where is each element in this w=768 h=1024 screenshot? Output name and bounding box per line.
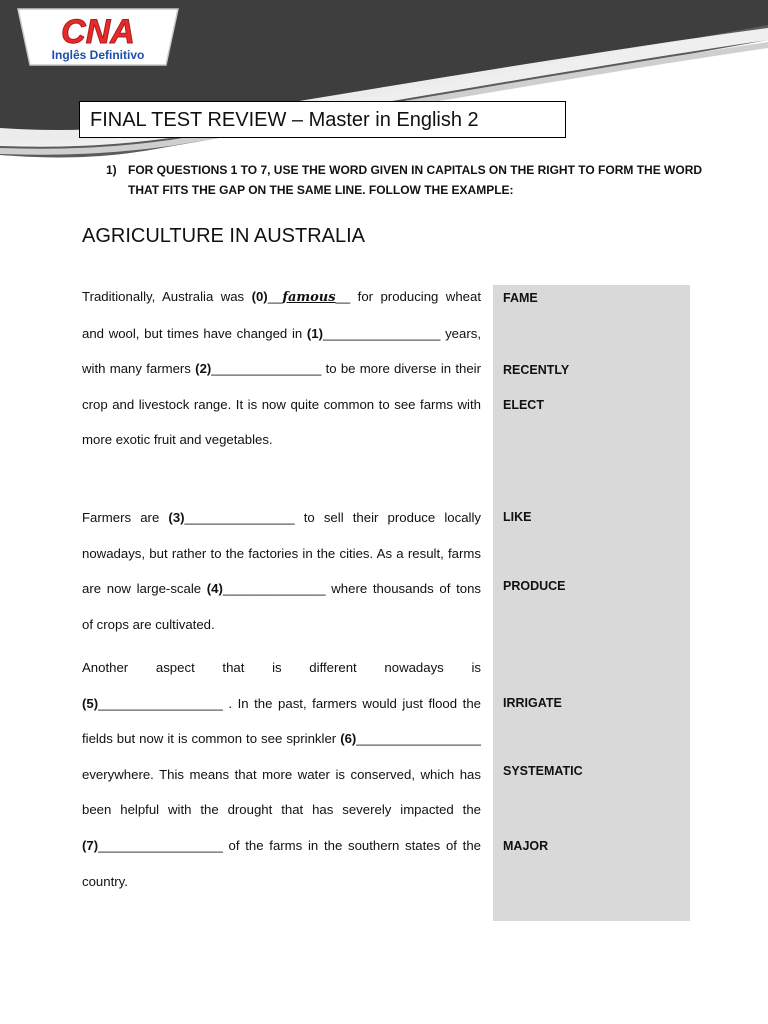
p2-text-1: Farmers are bbox=[82, 510, 169, 525]
word-irrigate: IRRIGATE bbox=[503, 696, 562, 710]
gap-3-blank[interactable]: _______________ bbox=[184, 510, 295, 525]
gap-4-number: (4) bbox=[206, 581, 223, 597]
gap-0-line-start: __ bbox=[267, 289, 283, 304]
gap-5-number: (5) bbox=[82, 695, 99, 711]
gap-6-number: (6) bbox=[340, 731, 357, 747]
word-elect: ELECT bbox=[503, 398, 544, 412]
word-major: MAJOR bbox=[503, 839, 549, 853]
gap-2-blank[interactable]: _______________ bbox=[211, 361, 322, 377]
instruction-number: 1) bbox=[106, 163, 117, 177]
p3-text-1: Another aspect that is different nowadays is bbox=[82, 660, 481, 675]
word-like: LIKE bbox=[503, 510, 532, 524]
section-heading: AGRICULTURE IN AUSTRALIA bbox=[82, 225, 366, 247]
gap-0-example: famous bbox=[282, 290, 336, 305]
gap-1-blank[interactable]: ________________ bbox=[323, 325, 441, 341]
logo-brand: CNA bbox=[61, 13, 135, 51]
title-box bbox=[79, 101, 566, 138]
instruction-text: FOR QUESTIONS 1 TO 7, USE THE WORD GIVEN IN CAPITALS ON THE RIGHT TO FORM THE WORD THAT FITS THE GAP ON THE SAME LINE. FOLLOW THE EXAMPLE: bbox=[128, 163, 703, 197]
gap-6-blank[interactable]: _________________ bbox=[356, 731, 481, 747]
gap-0-line-end: __ bbox=[335, 289, 351, 304]
p1-text-3: years, with many farmers bbox=[82, 325, 481, 377]
gap-0-number: (0) bbox=[251, 289, 268, 304]
gap-2-number: (2) bbox=[195, 361, 212, 377]
word-fame: FAME bbox=[503, 291, 538, 305]
p1-text-1: Traditionally, Australia was bbox=[82, 289, 252, 304]
paragraph-2 bbox=[82, 500, 481, 642]
word-produce: PRODUCE bbox=[503, 579, 566, 593]
gap-1-number: (1) bbox=[306, 325, 324, 341]
paragraph-3 bbox=[82, 650, 481, 899]
gap-3-number: (3) bbox=[168, 510, 185, 525]
gap-5-blank[interactable]: _________________ bbox=[98, 695, 223, 711]
paragraph-1 bbox=[82, 279, 481, 458]
gap-4-blank[interactable]: ______________ bbox=[222, 581, 326, 597]
p3-text-4: of the farms in the southern states of the country. bbox=[82, 837, 481, 889]
p2-text-2: to sell their produce locally nowadays, but rather to the factories in the cities. As a result, farms are now large-scale bbox=[82, 510, 481, 597]
gap-7-blank[interactable]: _________________ bbox=[98, 837, 223, 853]
word-sidebar bbox=[493, 285, 690, 921]
p3-text-2: . In the past, farmers would just flood the fields but now it is common to see sprinkler bbox=[82, 695, 481, 747]
word-systematic: SYSTEMATIC bbox=[503, 764, 583, 778]
word-recently: RECENTLY bbox=[503, 363, 570, 377]
p2-text-3: where thousands of tons of crops are cultivated. bbox=[82, 581, 481, 632]
p3-text-3: everywhere. This means that more water is conserved, which has been helpful with the drought that has severely impacted the bbox=[82, 766, 481, 818]
p1-text-2: for producing wheat and wool, but times have changed in bbox=[82, 289, 481, 341]
page-title: FINAL TEST REVIEW – Master in English 2 bbox=[90, 109, 479, 131]
logo-tagline: Inglês Definitivo bbox=[51, 48, 145, 62]
p1-text-4: to be more diverse in their crop and livestock range. It is now quite common to see farms with more exotic fruit and vegetables. bbox=[82, 361, 481, 448]
gap-7-number: (7) bbox=[82, 837, 99, 853]
cna-logo bbox=[16, 7, 180, 67]
